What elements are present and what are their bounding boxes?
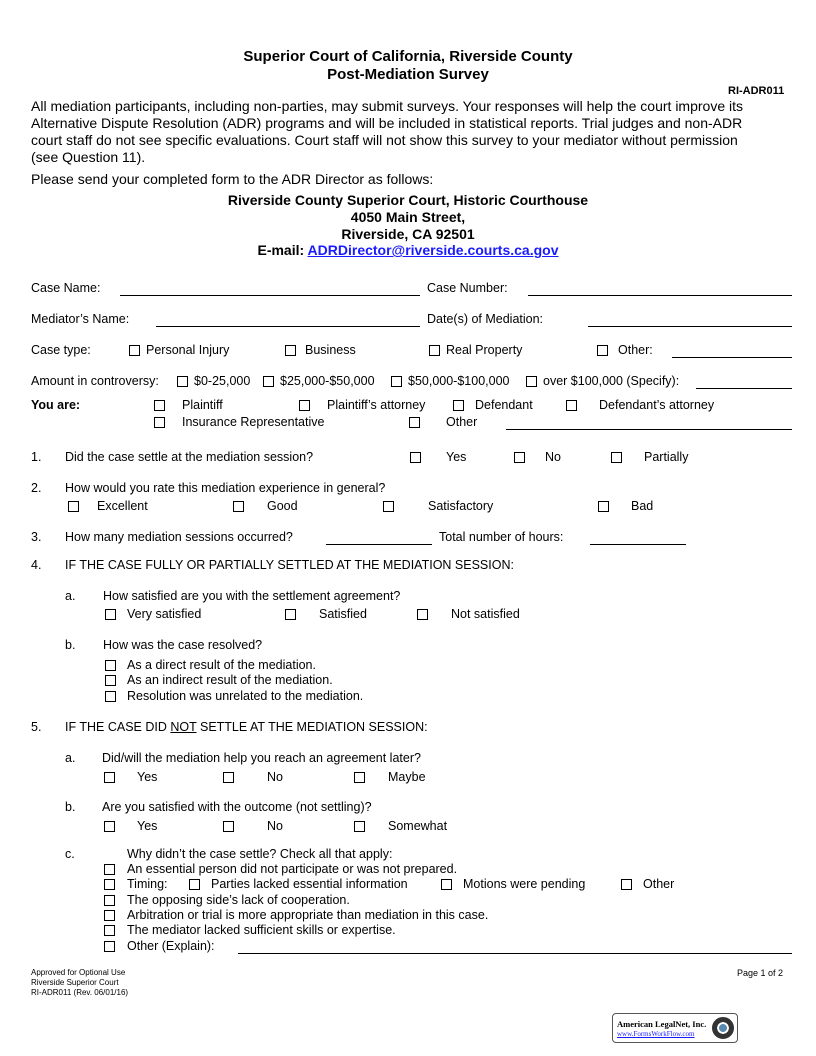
q4b-letter: b. bbox=[65, 638, 76, 652]
q4-number: 4. bbox=[31, 558, 42, 572]
q4a-option: Not satisfied bbox=[451, 607, 520, 621]
q1-checkbox[interactable] bbox=[410, 452, 421, 463]
form-title: Post-Mediation Survey bbox=[327, 66, 489, 83]
intro-line-3: court staff do not see specific evaluations. Court staff will not show this survey to your mediator without permission bbox=[31, 132, 738, 148]
q2-number: 2. bbox=[31, 481, 42, 495]
q5c-timing-option: Parties lacked essential information bbox=[211, 877, 408, 891]
logo-company: American LegalNet, Inc. bbox=[617, 1019, 707, 1029]
q4b-checkbox[interactable] bbox=[105, 691, 116, 702]
amount-checkbox[interactable] bbox=[177, 376, 188, 387]
amount-specify-field[interactable] bbox=[696, 388, 792, 389]
q3-hours-field[interactable] bbox=[590, 544, 686, 545]
q5a-text: Did/will the mediation help you reach an agreement later? bbox=[102, 751, 421, 765]
intro-paragraph bbox=[31, 98, 791, 166]
logo-seal-icon bbox=[712, 1017, 734, 1039]
send-instruction: Please send your completed form to the ADR Director as follows: bbox=[31, 171, 434, 187]
q5a-option: Yes bbox=[137, 770, 158, 784]
q5b-checkbox[interactable] bbox=[354, 821, 365, 832]
case-type-personal-injury-checkbox[interactable] bbox=[129, 345, 140, 356]
footer-approval bbox=[31, 968, 128, 998]
q4a-option: Very satisfied bbox=[127, 607, 202, 621]
q5c-letter: c. bbox=[65, 847, 75, 861]
q1-text: Did the case settle at the mediation session? bbox=[65, 450, 314, 464]
q4a-checkbox[interactable] bbox=[105, 609, 116, 620]
q2-checkbox[interactable] bbox=[68, 501, 79, 512]
case-name-field[interactable] bbox=[120, 295, 420, 296]
dates-label: Date(s) of Mediation: bbox=[427, 312, 544, 326]
q2-text: How would you rate this mediation experience in general? bbox=[65, 481, 386, 495]
case-type-label: Case type: bbox=[31, 343, 91, 357]
q5b-checkbox[interactable] bbox=[223, 821, 234, 832]
q1-number: 1. bbox=[31, 450, 42, 464]
mediator-name-label: Mediator’s Name: bbox=[31, 312, 130, 326]
q5-text-pre: IF THE CASE DID bbox=[65, 720, 171, 734]
case-type-option: Personal Injury bbox=[146, 343, 230, 357]
case-type-other-checkbox[interactable] bbox=[597, 345, 608, 356]
amount-option: over $100,000 (Specify): bbox=[543, 374, 680, 388]
case-type-business-checkbox[interactable] bbox=[285, 345, 296, 356]
role-option: Plaintiff’s attorney bbox=[327, 398, 426, 412]
q5c-checkbox[interactable] bbox=[104, 910, 115, 921]
role-checkbox[interactable] bbox=[566, 400, 577, 411]
q5a-letter: a. bbox=[65, 751, 76, 765]
role-option: Other bbox=[446, 415, 478, 429]
role-option: Insurance Representative bbox=[182, 415, 325, 429]
q1-checkbox[interactable] bbox=[611, 452, 622, 463]
q4a-letter: a. bbox=[65, 589, 76, 603]
email-label: E-mail: bbox=[257, 242, 305, 258]
q5b-option: No bbox=[267, 819, 283, 833]
form-id: RI-ADR011 bbox=[728, 85, 785, 97]
q5c-option: The mediator lacked sufficient skills or expertise. bbox=[127, 923, 396, 937]
q5c-checkbox[interactable] bbox=[104, 941, 115, 952]
q5c-option: Other (Explain): bbox=[127, 939, 215, 953]
amount-checkbox[interactable] bbox=[263, 376, 274, 387]
q5c-option: Arbitration or trial is more appropriate than mediation in this case. bbox=[127, 908, 489, 922]
q5c-timing-checkbox[interactable] bbox=[189, 879, 200, 890]
role-other-field[interactable] bbox=[506, 429, 792, 430]
court-name: Superior Court of California, Riverside County bbox=[243, 48, 573, 65]
q5c-checkbox[interactable] bbox=[104, 925, 115, 936]
q1-option: Partially bbox=[644, 450, 689, 464]
case-type-real-property-checkbox[interactable] bbox=[429, 345, 440, 356]
address-line-1: Riverside County Superior Court, Historic Courthouse bbox=[227, 192, 589, 208]
q2-checkbox[interactable] bbox=[598, 501, 609, 512]
q2-option: Satisfactory bbox=[428, 499, 494, 513]
amount-checkbox[interactable] bbox=[391, 376, 402, 387]
q5c-timing-checkbox[interactable] bbox=[621, 879, 632, 890]
role-checkbox[interactable] bbox=[409, 417, 420, 428]
q5c-checkbox[interactable] bbox=[104, 895, 115, 906]
page-number: Page 1 of 2 bbox=[737, 968, 784, 978]
intro-line-2: Alternative Dispute Resolution (ADR) programs and will be included in statistical reports. Trial judges and non-ADR bbox=[31, 115, 743, 131]
amount-label: Amount in controversy: bbox=[31, 374, 159, 388]
amount-option: $50,000-$100,000 bbox=[408, 374, 510, 388]
q5b-text: Are you satisfied with the outcome (not settling)? bbox=[102, 800, 372, 814]
q3-number: 3. bbox=[31, 530, 42, 544]
q5c-text: Why didn’t the case settle? Check all that apply: bbox=[127, 847, 393, 861]
you-are-label: You are: bbox=[31, 398, 81, 412]
amount-checkbox[interactable] bbox=[526, 376, 537, 387]
q4b-option: As an indirect result of the mediation. bbox=[127, 673, 333, 687]
case-name-label: Case Name: bbox=[31, 281, 101, 295]
q4b-option: As a direct result of the mediation. bbox=[127, 658, 316, 672]
email-link[interactable]: ADRDirector@riverside.courts.ca.gov bbox=[307, 242, 559, 258]
q3-text: How many mediation sessions occurred? bbox=[65, 530, 293, 544]
case-type-option: Other: bbox=[618, 343, 653, 357]
role-option: Defendant’s attorney bbox=[599, 398, 715, 412]
intro-line-4: (see Question 11). bbox=[31, 149, 146, 165]
q4b-checkbox[interactable] bbox=[105, 675, 116, 686]
intro-line-1: All mediation participants, including non-parties, may submit surveys. Your responses will help the court improve its bbox=[31, 98, 744, 114]
q5c-checkbox[interactable] bbox=[104, 879, 115, 890]
q1-option: Yes bbox=[446, 450, 467, 464]
amount-option: $0-25,000 bbox=[194, 374, 251, 388]
role-option: Defendant bbox=[475, 398, 533, 412]
address-line-3: Riverside, CA 92501 bbox=[341, 226, 475, 242]
q4-text: IF THE CASE FULLY OR PARTIALLY SETTLED AT THE MEDIATION SESSION: bbox=[65, 558, 514, 572]
q5-text-not: NOT bbox=[170, 720, 197, 734]
footer-line-3: RI-ADR011 (Rev. 06/01/16) bbox=[31, 988, 129, 997]
q2-option: Bad bbox=[631, 499, 654, 513]
q5c-timing-label: Timing: bbox=[127, 877, 168, 891]
mediator-name-field[interactable] bbox=[156, 326, 420, 327]
footer-line-2: Riverside Superior Court bbox=[31, 978, 119, 987]
q4b-checkbox[interactable] bbox=[105, 660, 116, 671]
q4a-checkbox[interactable] bbox=[285, 609, 296, 620]
q5a-option: No bbox=[267, 770, 283, 784]
q4b-text: How was the case resolved? bbox=[103, 638, 263, 652]
email-row bbox=[0, 242, 816, 258]
role-checkbox[interactable] bbox=[154, 417, 165, 428]
q2-option: Excellent bbox=[97, 499, 148, 513]
q2-checkbox[interactable] bbox=[233, 501, 244, 512]
role-checkbox[interactable] bbox=[154, 400, 165, 411]
case-type-option: Business bbox=[305, 343, 356, 357]
q5b-option: Somewhat bbox=[388, 819, 448, 833]
role-option: Plaintiff bbox=[182, 398, 223, 412]
legalnet-logo[interactable] bbox=[612, 1013, 738, 1043]
q5-text-post: SETTLE AT THE MEDIATION SESSION: bbox=[196, 720, 428, 734]
q1-option: No bbox=[545, 450, 561, 464]
q5b-option: Yes bbox=[137, 819, 158, 833]
case-number-field[interactable] bbox=[528, 295, 792, 296]
q5a-option: Maybe bbox=[388, 770, 426, 784]
amount-option: $25,000-$50,000 bbox=[280, 374, 375, 388]
case-type-option: Real Property bbox=[446, 343, 523, 357]
q5c-checkbox[interactable] bbox=[104, 864, 115, 875]
case-type-other-field[interactable] bbox=[672, 357, 792, 358]
q4b-option: Resolution was unrelated to the mediation. bbox=[127, 689, 364, 703]
role-checkbox[interactable] bbox=[453, 400, 464, 411]
footer-line-1: Approved for Optional Use bbox=[31, 968, 126, 977]
q5c-timing-option: Other bbox=[643, 877, 675, 891]
q5-number: 5. bbox=[31, 720, 42, 734]
q2-checkbox[interactable] bbox=[383, 501, 394, 512]
case-number-label: Case Number: bbox=[427, 281, 508, 295]
q4a-option: Satisfied bbox=[319, 607, 367, 621]
q5b-checkbox[interactable] bbox=[104, 821, 115, 832]
q5-text bbox=[65, 720, 428, 734]
dates-field[interactable] bbox=[588, 326, 792, 327]
q5a-checkbox[interactable] bbox=[354, 772, 365, 783]
q2-option: Good bbox=[267, 499, 298, 513]
q3-sessions-field[interactable] bbox=[326, 544, 432, 545]
q5a-checkbox[interactable] bbox=[223, 772, 234, 783]
q4a-text: How satisfied are you with the settlement agreement? bbox=[103, 589, 401, 603]
role-checkbox[interactable] bbox=[299, 400, 310, 411]
address-line-2: 4050 Main Street, bbox=[350, 209, 466, 225]
q5c-option: An essential person did not participate or was not prepared. bbox=[127, 862, 458, 876]
q1-checkbox[interactable] bbox=[514, 452, 525, 463]
q5c-timing-option: Motions were pending bbox=[463, 877, 586, 891]
q3-hours-label: Total number of hours: bbox=[439, 530, 564, 544]
logo-url[interactable]: www.FormsWorkFlow.com bbox=[617, 1030, 695, 1038]
q4a-checkbox[interactable] bbox=[417, 609, 428, 620]
q5c-timing-checkbox[interactable] bbox=[441, 879, 452, 890]
q5c-explain-field[interactable] bbox=[238, 953, 792, 954]
q5c-option: The opposing side’s lack of cooperation. bbox=[127, 893, 350, 907]
q5a-checkbox[interactable] bbox=[104, 772, 115, 783]
q5b-letter: b. bbox=[65, 800, 76, 814]
